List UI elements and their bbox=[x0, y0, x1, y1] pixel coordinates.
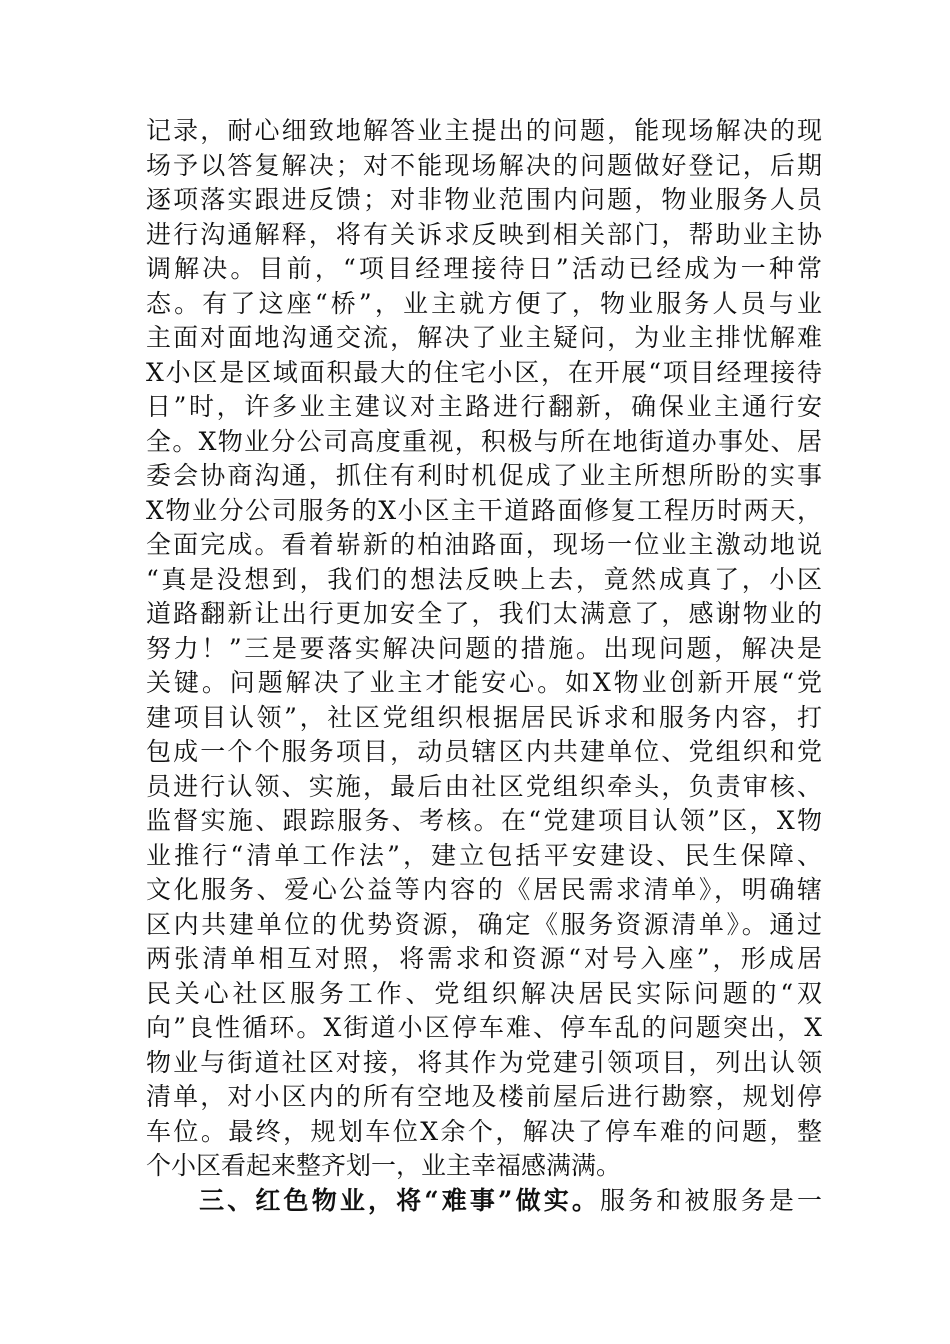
text-line: 区内共建单位的优势资源，确定《服务资源清单》。通过 bbox=[146, 909, 822, 939]
text-line: 调解决。目前，“项目经理接待日”活动已经成为一种常 bbox=[146, 254, 822, 283]
text-line: 建项目认领”，社区党组织根据居民诉求和服务内容，打 bbox=[146, 702, 822, 732]
text-line: 委会协商沟通，抓住有利时机促成了业主所想所盼的实事 bbox=[146, 461, 822, 490]
section-heading: 三、红色物业，将“难事”做实。 bbox=[196, 1185, 600, 1215]
text-line: 日”时，许多业主建议对主路进行翻新，确保业主通行安 bbox=[146, 392, 822, 421]
text-line: 全面完成。看着崭新的柏油路面，现场一位业主激动地说 bbox=[146, 530, 822, 559]
text-line: 逐项落实跟进反馈；对非物业范围内问题，物业服务人员 bbox=[146, 185, 822, 214]
text-line: 向”良性循环。X街道小区停车难、停车乱的问题突出，X bbox=[146, 1013, 822, 1042]
text-line: 业推行“清单工作法”，建立包括平安建设、民生保障、 bbox=[146, 840, 822, 870]
text-line: 员进行认领、实施，最后由社区党组织牵头，负责审核、 bbox=[146, 771, 822, 801]
text-line: 车位。最终，规划车位X余个，解决了停车难的问题，整 bbox=[146, 1116, 822, 1146]
text-line: 主面对面地沟通交流，解决了业主疑问，为业主排忧解难 bbox=[146, 323, 822, 352]
text-line: 努力！”三是要落实解决问题的措施。出现问题，解决是 bbox=[146, 633, 822, 663]
text-line: X物业分公司服务的X小区主干道路面修复工程历时两天， bbox=[146, 495, 822, 525]
text-line: 监督实施、跟踪服务、考核。在“党建项目认领”区，X物 bbox=[146, 806, 822, 835]
text-line: 关键。问题解决了业主才能安心。如X物业创新开展“党 bbox=[146, 668, 822, 697]
text-line: 个小区看起来整齐划一，业主幸福感满满。 bbox=[146, 1151, 622, 1180]
text-line: 物业与街道社区对接，将其作为党建引领项目，列出认领 bbox=[146, 1047, 822, 1077]
body-text bbox=[146, 114, 822, 1218]
text-line: 道路翻新让出行更加安全了，我们太满意了，感谢物业的 bbox=[146, 599, 822, 628]
section-text: 服务和被服务是一 bbox=[600, 1185, 822, 1215]
text-line: 态。有了这座“桥”，业主就方便了，物业服务人员与业 bbox=[146, 288, 822, 318]
text-line: 进行沟通解释，将有关诉求反映到相关部门，帮助业主协 bbox=[146, 219, 822, 249]
text-line: 场予以答复解决；对不能现场解决的问题做好登记，后期 bbox=[146, 150, 822, 180]
text-line: 全。X物业分公司高度重视，积极与所在地街道办事处、居 bbox=[146, 426, 822, 456]
text-line: 包成一个个服务项目，动员辖区内共建单位、党组织和党 bbox=[146, 737, 822, 766]
text-line: 记录，耐心细致地解答业主提出的问题，能现场解决的现 bbox=[146, 116, 822, 145]
section-heading-line bbox=[146, 1184, 822, 1219]
text-line: X小区是区域面积最大的住宅小区，在开展“项目经理接待 bbox=[146, 357, 822, 387]
text-line: 文化服务、爱心公益等内容的《居民需求清单》，明确辖 bbox=[146, 875, 822, 904]
text-line: “真是没想到，我们的想法反映上去，竟然成真了，小区 bbox=[146, 564, 822, 594]
text-line: 两张清单相互对照，将需求和资源“对号入座”，形成居 bbox=[146, 944, 822, 973]
text-line: 清单，对小区内的所有空地及楼前屋后进行勘察，规划停 bbox=[146, 1082, 822, 1111]
text-line: 民关心社区服务工作、党组织解决居民实际问题的“双 bbox=[146, 978, 822, 1008]
